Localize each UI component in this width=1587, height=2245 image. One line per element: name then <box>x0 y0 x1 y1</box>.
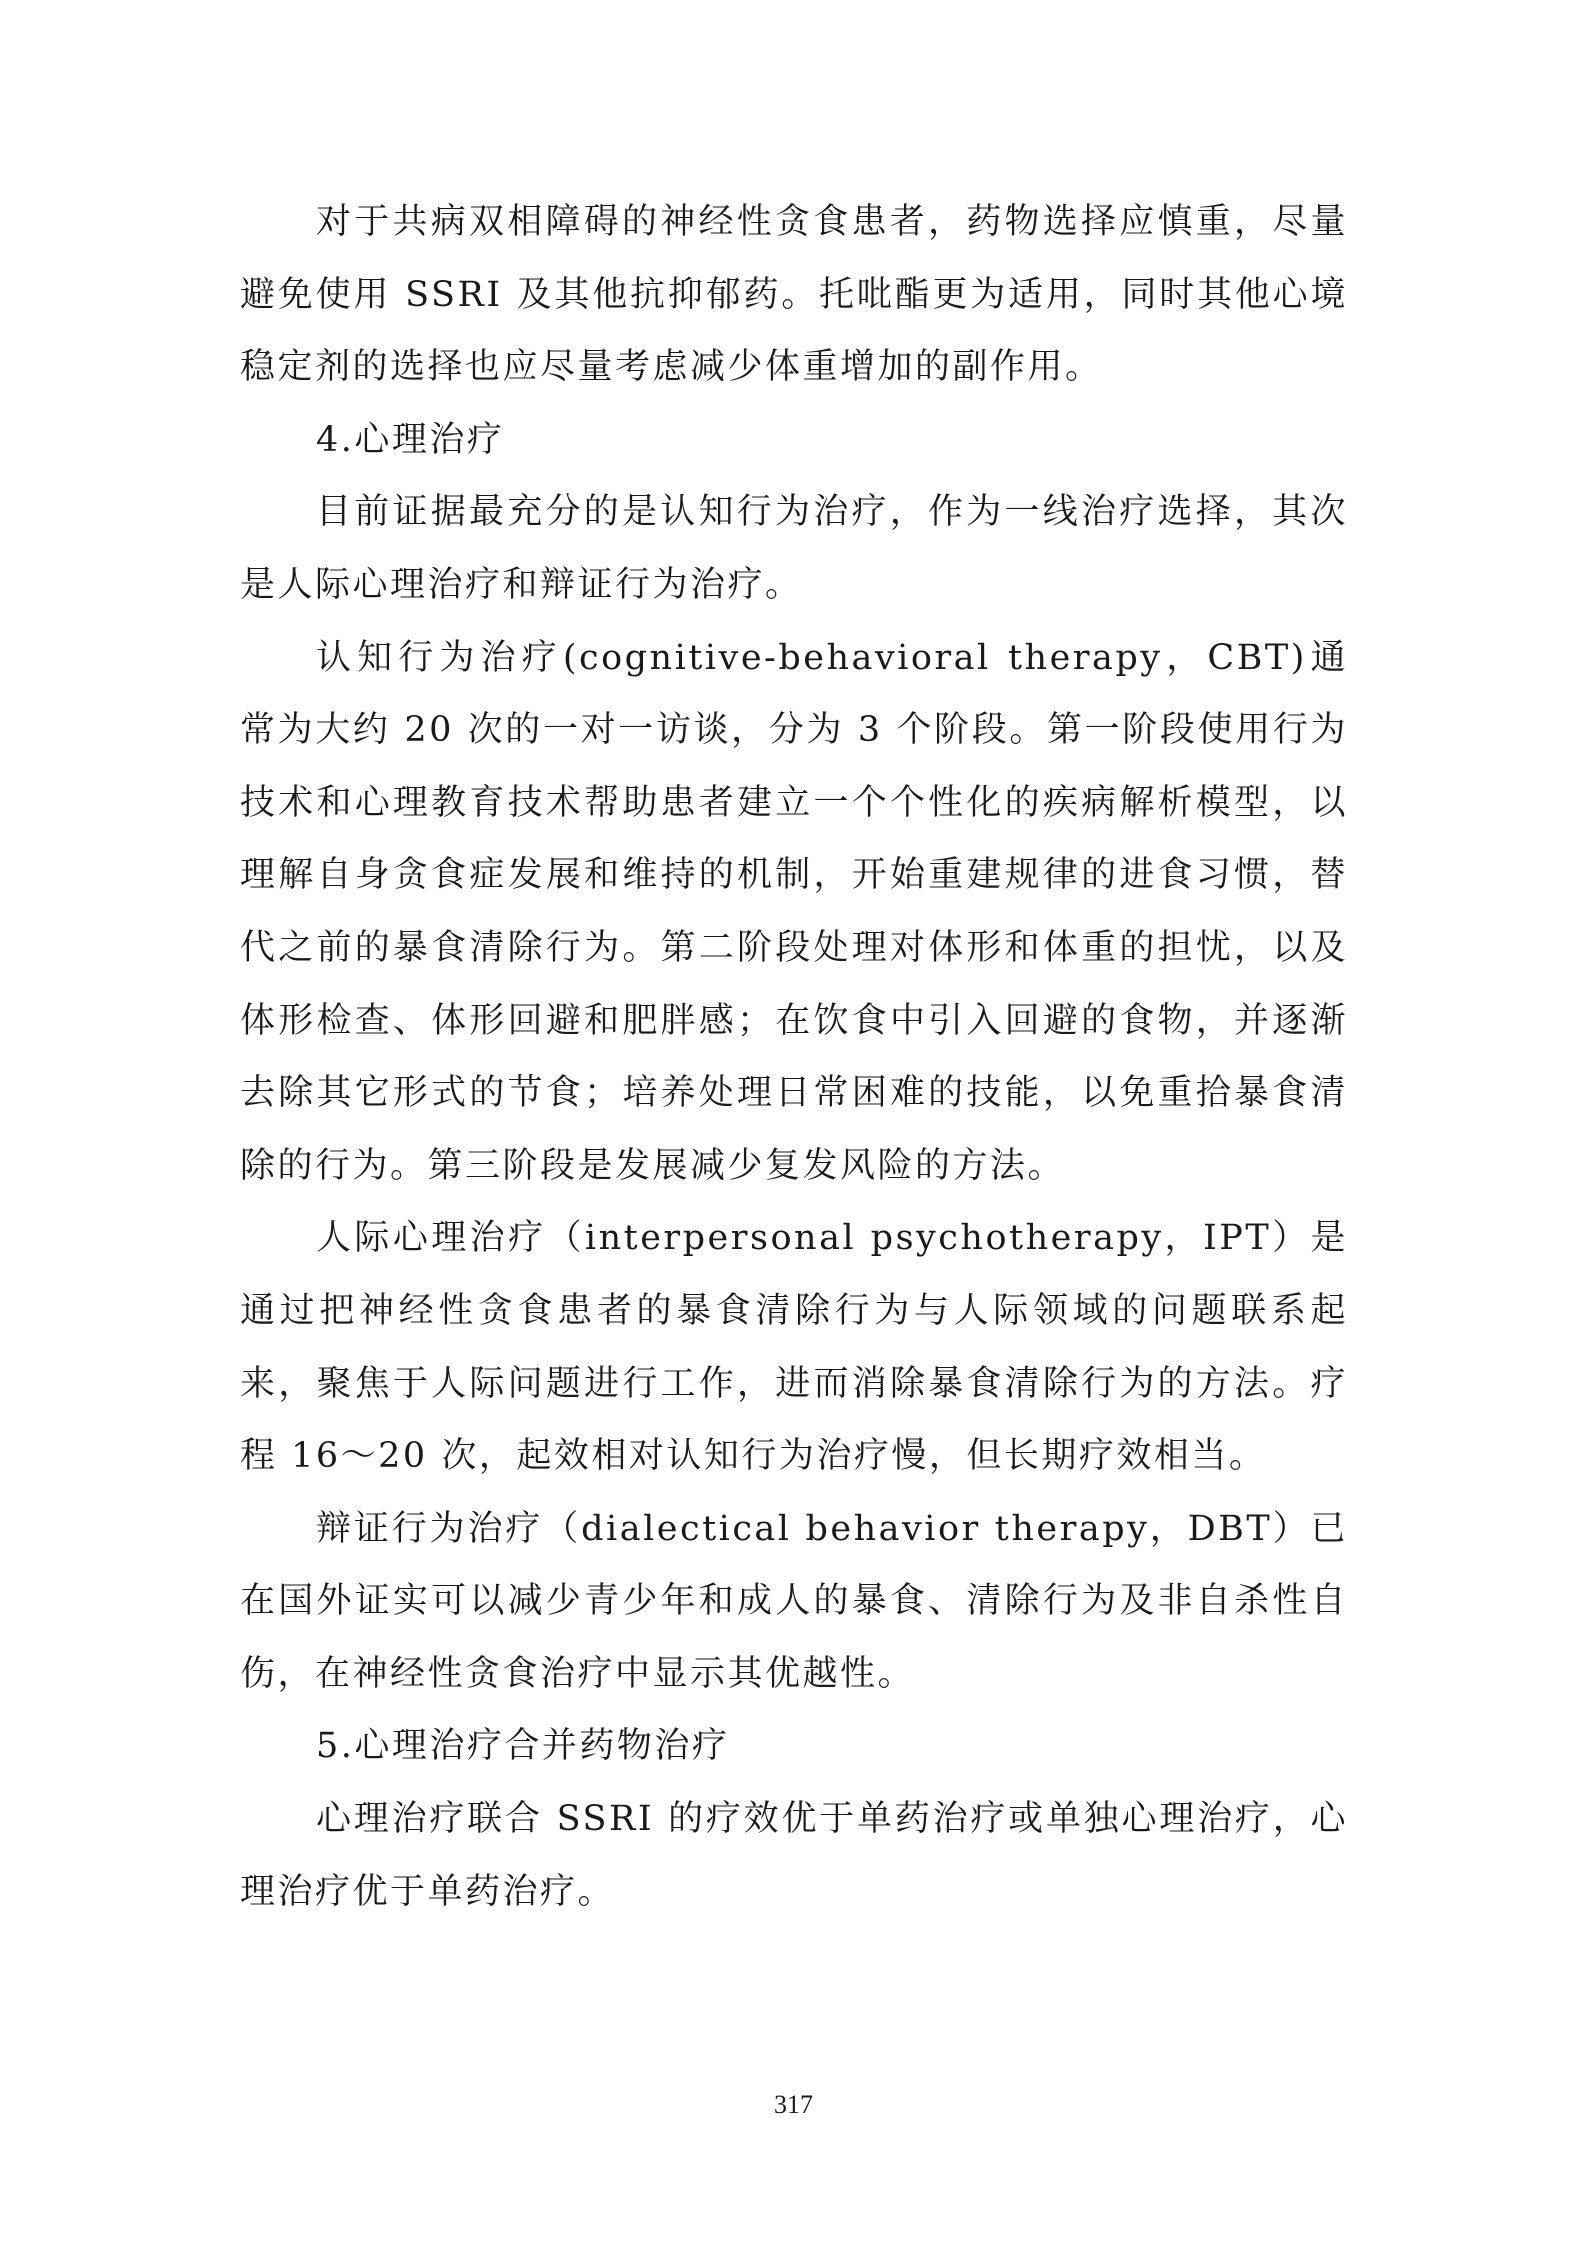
paragraph-evidence-summary: 目前证据最充分的是认知行为治疗，作为一线治疗选择，其次是人际心理治疗和辩证行为治疗。 <box>240 492 1348 605</box>
paragraph-bipolar-comorbidity: 对于共病双相障碍的神经性贪食患者，药物选择应慎重，尽量避免使用 SSRI 及其他抗抑郁药。托吡酯更为适用，同时其他心境稳定剂的选择也应尽量考虑减少体重增加的副作用。 <box>240 202 1348 388</box>
section-heading-combined-therapy: 5.心理治疗合并药物治疗 <box>316 1726 730 1767</box>
body-text <box>240 186 1348 1928</box>
paragraph-ipt: 人际心理治疗（interpersonal psychotherapy，IPT）是通过把神经性贪食患者的暴食清除行为与人际领域的问题联系起来，聚焦于人际问题进行工作，进而消除暴食清除行为的方法。疗程 16～20 次，起效相对认知行为治疗慢，但长期疗效相当。 <box>240 1218 1348 1477</box>
paragraph-cbt: 认知行为治疗(cognitive-behavioral therapy，CBT)通常为大约 20 次的一对一访谈，分为 3 个阶段。第一阶段使用行为技术和心理教育技术帮助患者建立一个个性化的疾病解析模型，以理解自身贪食症发展和维持的机制，开始重建规律的进食习惯，替代之前的暴食清除行为。第二阶段处理对体形和体重的担忧，以及体形检查、体形回避和肥胖感；在饮食中引入回避的食物，并逐渐去除其它形式的节食；培养处理日常困难的技能，以免重拾暴食清除的行为。第三阶段是发展减少复发风险的方法。 <box>240 637 1348 1186</box>
paragraph-combined-therapy: 心理治疗联合 SSRI 的疗效优于单药治疗或单独心理治疗，心理治疗优于单药治疗。 <box>240 1799 1348 1912</box>
section-heading-psychotherapy: 4.心理治疗 <box>316 419 505 460</box>
page-number: 317 <box>774 2090 813 2119</box>
paragraph-dbt: 辩证行为治疗（dialectical behavior therapy，DBT）已在国外证实可以减少青少年和成人的暴食、清除行为及非自杀性自伤，在神经性贪食治疗中显示其优越性。 <box>240 1508 1348 1694</box>
